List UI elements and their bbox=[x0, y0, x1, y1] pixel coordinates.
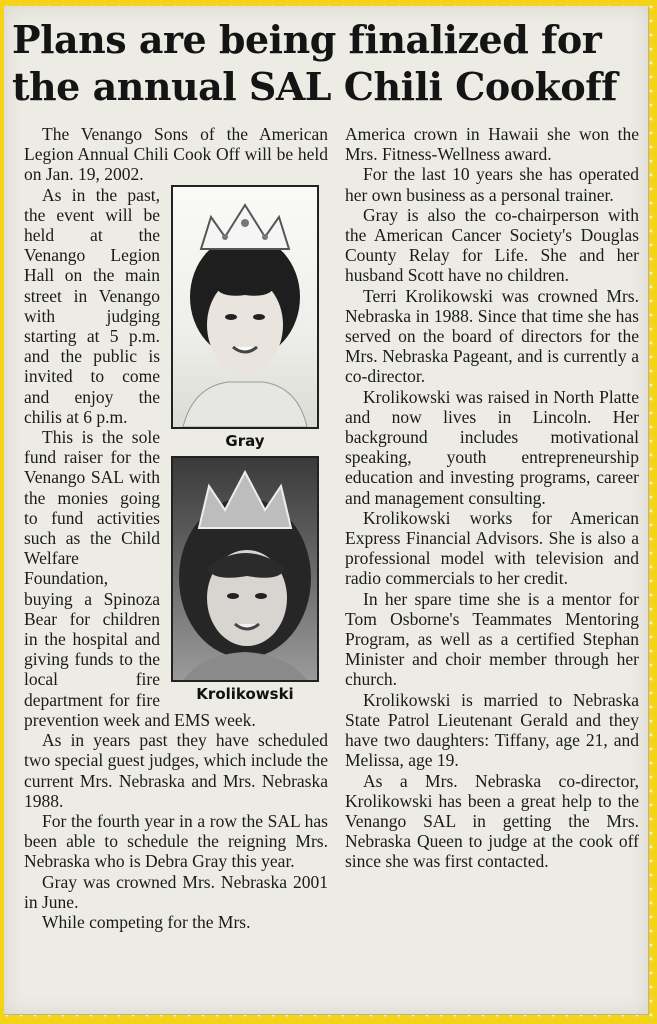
left-column bbox=[24, 124, 328, 932]
paragraph: This is the sole fund raiser for the Venango SAL with the monies going to fund activities such as the Child Welfare Foundation, buying a Spinoza Bear for children in the hospital and giving funds to the local fire department for fire prevention week and EMS week. bbox=[24, 427, 256, 730]
photo-caption: Gray bbox=[225, 431, 265, 450]
paragraph: While competing for the Mrs. bbox=[42, 911, 251, 932]
newspaper-clipping bbox=[4, 6, 648, 1014]
paragraph: The Venango Sons of the American Legion Annual Chili Cook Off will be held on Jan. 19, 2002. bbox=[24, 124, 328, 185]
paragraph: Gray was crowned Mrs. Nebraska 2001 in June. bbox=[24, 871, 328, 912]
crown-portrait-icon bbox=[173, 187, 317, 427]
paragraph: As in years past they have scheduled two special guest judges, which include the current Mrs. Nebraska and Mrs. Nebraska 1988. bbox=[24, 730, 328, 811]
photo-caption: Krolikowski bbox=[196, 684, 294, 703]
paragraph: Krolikowski was raised in North Platte and now lives in Lincoln. Her background includes motivational speaking, youth entrepreneurship education and investing programs, career and management consulting. bbox=[345, 386, 639, 508]
gray-photo bbox=[171, 185, 319, 429]
paragraph: America crown in Hawaii she won the Mrs. Fitness-Wellness award. bbox=[345, 124, 639, 165]
paragraph: For the last 10 years she has operated her own business as a personal trainer. bbox=[345, 164, 639, 205]
paragraph: For the fourth year in a row the SAL has been able to schedule the reigning Mrs. Nebraska who is Debra Gray this year. bbox=[24, 810, 328, 872]
photo-block bbox=[166, 185, 324, 709]
paragraph: Krolikowski works for American Express Financial Advisors. She is also a professional model with television and radio commercials to her credit. bbox=[345, 507, 639, 589]
krolikowski-photo bbox=[171, 456, 319, 682]
paragraph: As in the past, the event will be held at the Venango Legion Hall on the main street in Venango with judging starting at 5 p.m. and the public is invited to come and enjoy the chilis at 6 p.m. bbox=[24, 184, 160, 427]
paragraph: In her spare time she is a mentor for Tom Osborne's Teammates Mentoring Program, as well as a certified Stephan Minister and choir member through her church. bbox=[345, 588, 639, 690]
paragraph: Terri Krolikowski was crowned Mrs. Nebraska in 1988. Since that time she has served on the board of directors for the Mrs. Nebraska Pageant, and is currently a co-director. bbox=[345, 285, 639, 387]
right-column bbox=[345, 124, 639, 872]
headline: Plans are being finalized for the annual SAL Chili Cookoff bbox=[12, 17, 617, 109]
paragraph: As a Mrs. Nebraska co-director, Krolikowski has been a great help to the Venango SAL in getting the Mrs. Nebraska Queen to judge at the cook off since she was first contacted. bbox=[345, 770, 639, 872]
paragraph: Gray is also the co-chairperson with the American Cancer Society's Douglas County Relay for Life. She and her husband Scott have no children. bbox=[345, 204, 639, 286]
paragraph: Krolikowski is married to Nebraska State Patrol Lieutenant Gerald and they have two daughters: Tiffany, age 21, and Melissa, age 19. bbox=[345, 689, 639, 771]
crown-portrait-icon bbox=[173, 458, 317, 680]
